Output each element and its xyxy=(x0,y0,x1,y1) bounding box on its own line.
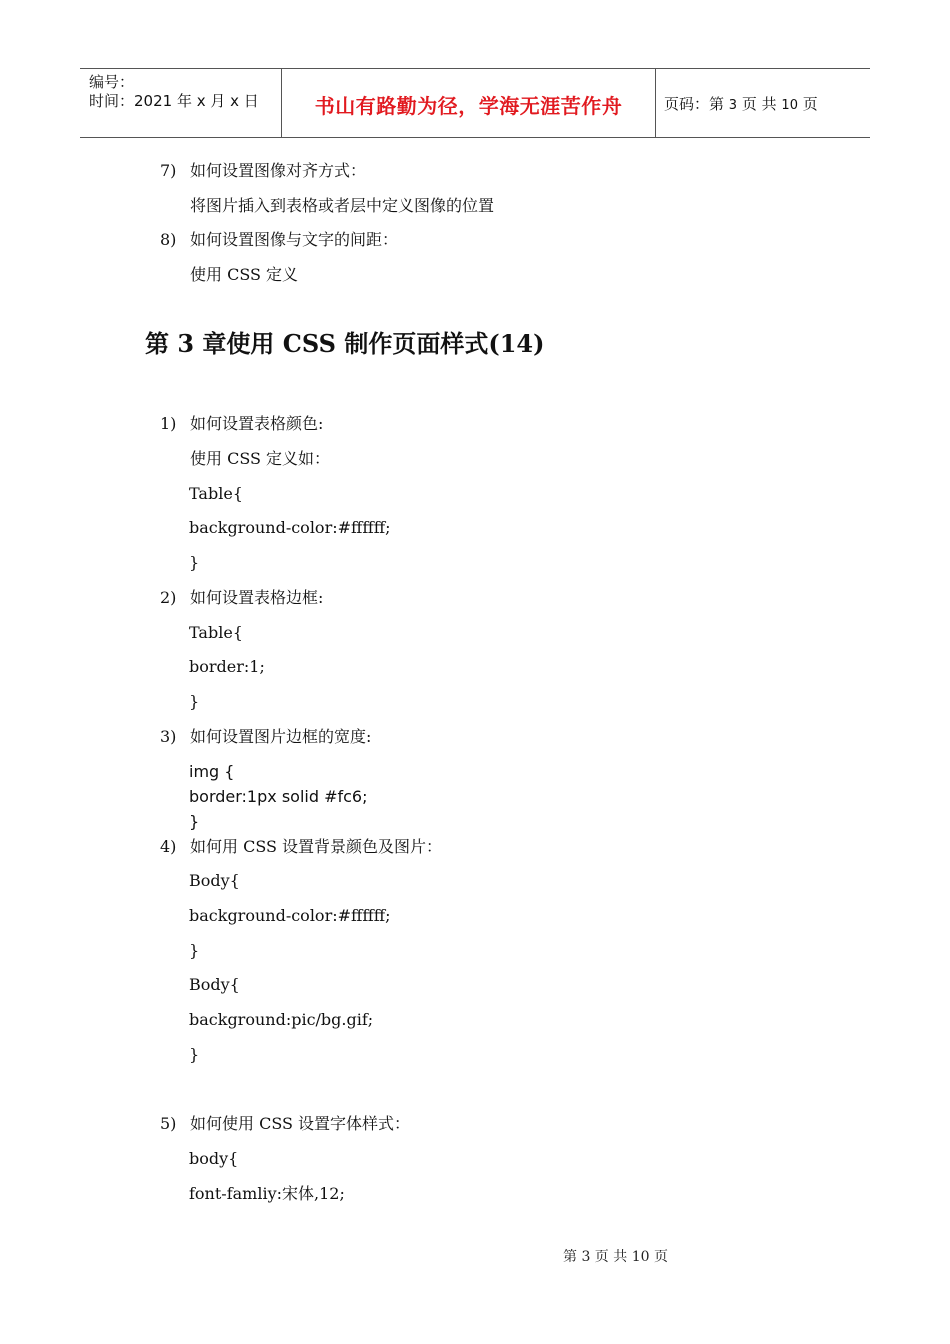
code-line: border:1px solid #fc6; xyxy=(189,787,368,806)
page-total: 10 xyxy=(781,98,798,113)
code-line: } xyxy=(189,692,200,711)
code-line: background-color:#ffffff; xyxy=(189,518,391,537)
item-question: 如何设置表格边框: xyxy=(190,588,324,607)
page-current: 3 xyxy=(728,98,738,113)
header-left-cell xyxy=(80,69,280,137)
page-info-mid: 页 共 xyxy=(741,95,777,113)
item-number: 8) xyxy=(160,230,177,249)
number-label: 编号： xyxy=(89,73,135,91)
page-info-prefix: 页码：第 xyxy=(664,95,725,113)
page-header xyxy=(80,68,870,138)
item-question: 如何使用 CSS 设置字体样式： xyxy=(190,1114,411,1133)
code-line: } xyxy=(189,1045,200,1064)
item-question: 如何用 CSS 设置背景颜色及图片： xyxy=(190,837,443,856)
item-question: 如何设置图片边框的宽度: xyxy=(190,727,372,746)
item-question: 如何设置表格颜色: xyxy=(190,414,324,433)
code-line: Body{ xyxy=(189,975,240,994)
motto: 书山有路勤为径，学海无涯苦作舟 xyxy=(314,94,623,118)
code-line: font-famliy:宋体,12; xyxy=(189,1184,345,1203)
item-number: 2) xyxy=(160,588,177,607)
item-number: 4) xyxy=(160,837,177,856)
item-number: 3) xyxy=(160,727,177,746)
code-line: img { xyxy=(189,762,235,781)
item-number: 7) xyxy=(160,161,177,180)
header-page-cell xyxy=(655,69,870,137)
code-line: Body{ xyxy=(189,871,240,890)
code-line: } xyxy=(189,553,200,572)
item-answer: 使用 CSS 定义 xyxy=(190,265,299,284)
item-answer: 将图片插入到表格或者层中定义图像的位置 xyxy=(190,196,495,215)
code-line: background:pic/bg.gif; xyxy=(189,1010,374,1029)
item-number: 1) xyxy=(160,414,177,433)
page-info-suffix: 页 xyxy=(802,95,818,113)
code-line: Table{ xyxy=(189,484,243,503)
code-line: background-color:#ffffff; xyxy=(189,906,391,925)
item-line: 使用 CSS 定义如： xyxy=(190,449,331,468)
chapter-title: 第 3 章使用 CSS 制作页面样式(14) xyxy=(145,329,545,358)
page-footer: 第 3 页 共 10 页 xyxy=(563,1249,668,1265)
code-line: Table{ xyxy=(189,623,243,642)
header-motto-cell xyxy=(281,69,656,137)
code-line: border:1; xyxy=(189,657,265,676)
time-label: 时间：2021 年 x 月 x 日 xyxy=(89,92,259,110)
code-line: } xyxy=(189,941,200,960)
code-line: } xyxy=(189,812,200,831)
item-question: 如何设置图像对齐方式： xyxy=(190,161,367,180)
item-question: 如何设置图像与文字的间距： xyxy=(190,230,399,249)
item-number: 5) xyxy=(160,1114,177,1133)
page-info xyxy=(664,93,818,114)
code-line: body{ xyxy=(189,1149,239,1168)
